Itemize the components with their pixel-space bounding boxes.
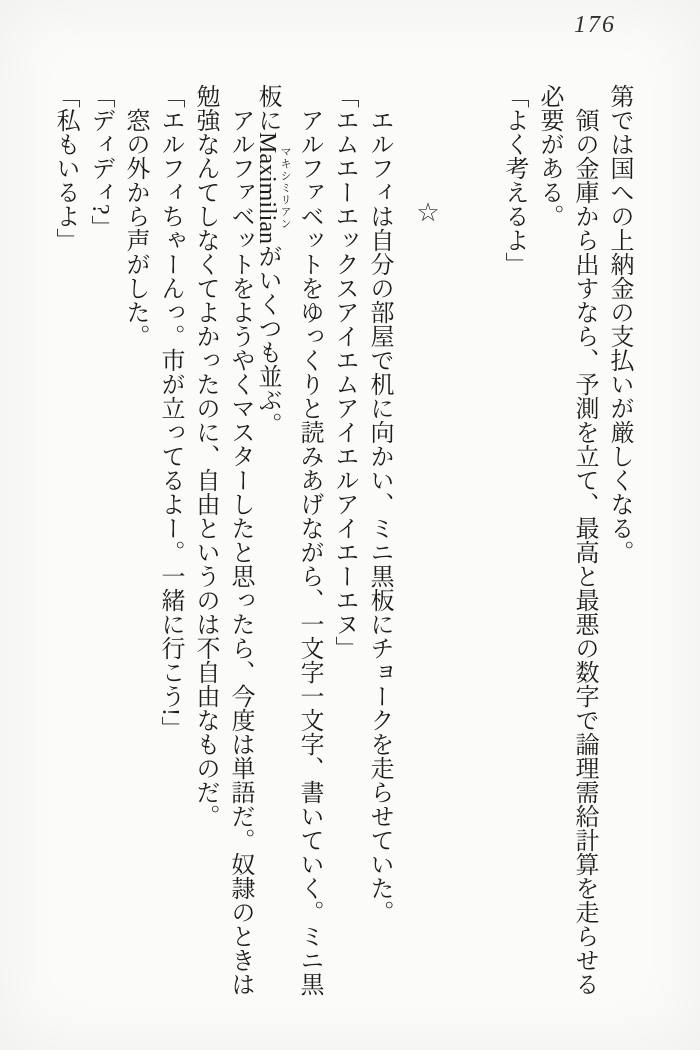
text-line: 「ディディ?」 [87,84,113,239]
text-line: 第では国への上納金の支払いが厳しくなる。 [606,84,632,564]
text-line: 「私もいるよ」 [52,84,78,252]
text-line: エルフィは自分の部屋で机に向かい、ミニ黒板にチョークを走らせていた。 [366,108,392,924]
page-number: 176 [574,12,616,38]
text-line: 必要がある。 [536,84,562,228]
text-line: 窓の外から声がした。 [122,108,148,348]
ruby-annotated-word: Maximilian マキシミリアン [254,132,291,244]
section-break-star: ☆ [414,198,443,228]
text-line: アルファベットをゆっくりと読みあげながら、一文字一文字、書いていく。ミニ黒 [296,108,322,996]
text-line: 勉強なんてしなくてよかったのに、自由というのは不自由なものだ。 [192,84,218,828]
text-body [47,84,636,1000]
text-line: 領の金庫から出すなら、予測を立て、最高と最悪の数字で論理需給計算を走らせる [571,108,597,996]
text-line: 「エムエーエックスアイエムアイエルアイエーエヌ」 [331,84,357,660]
text-line: アルファベットをようやくマスターしたと思ったら、今度は単語だ。奴隷のときは [227,108,253,996]
text-line: 板にMaximilian マキシミリアンがいくつも並ぶ。 [254,84,291,436]
text-line: 「エルフィちゃーんっ。市が立ってるよー。一緒に行こう!」 [157,84,183,740]
text-line: 「よく考えるよ」 [501,84,527,276]
